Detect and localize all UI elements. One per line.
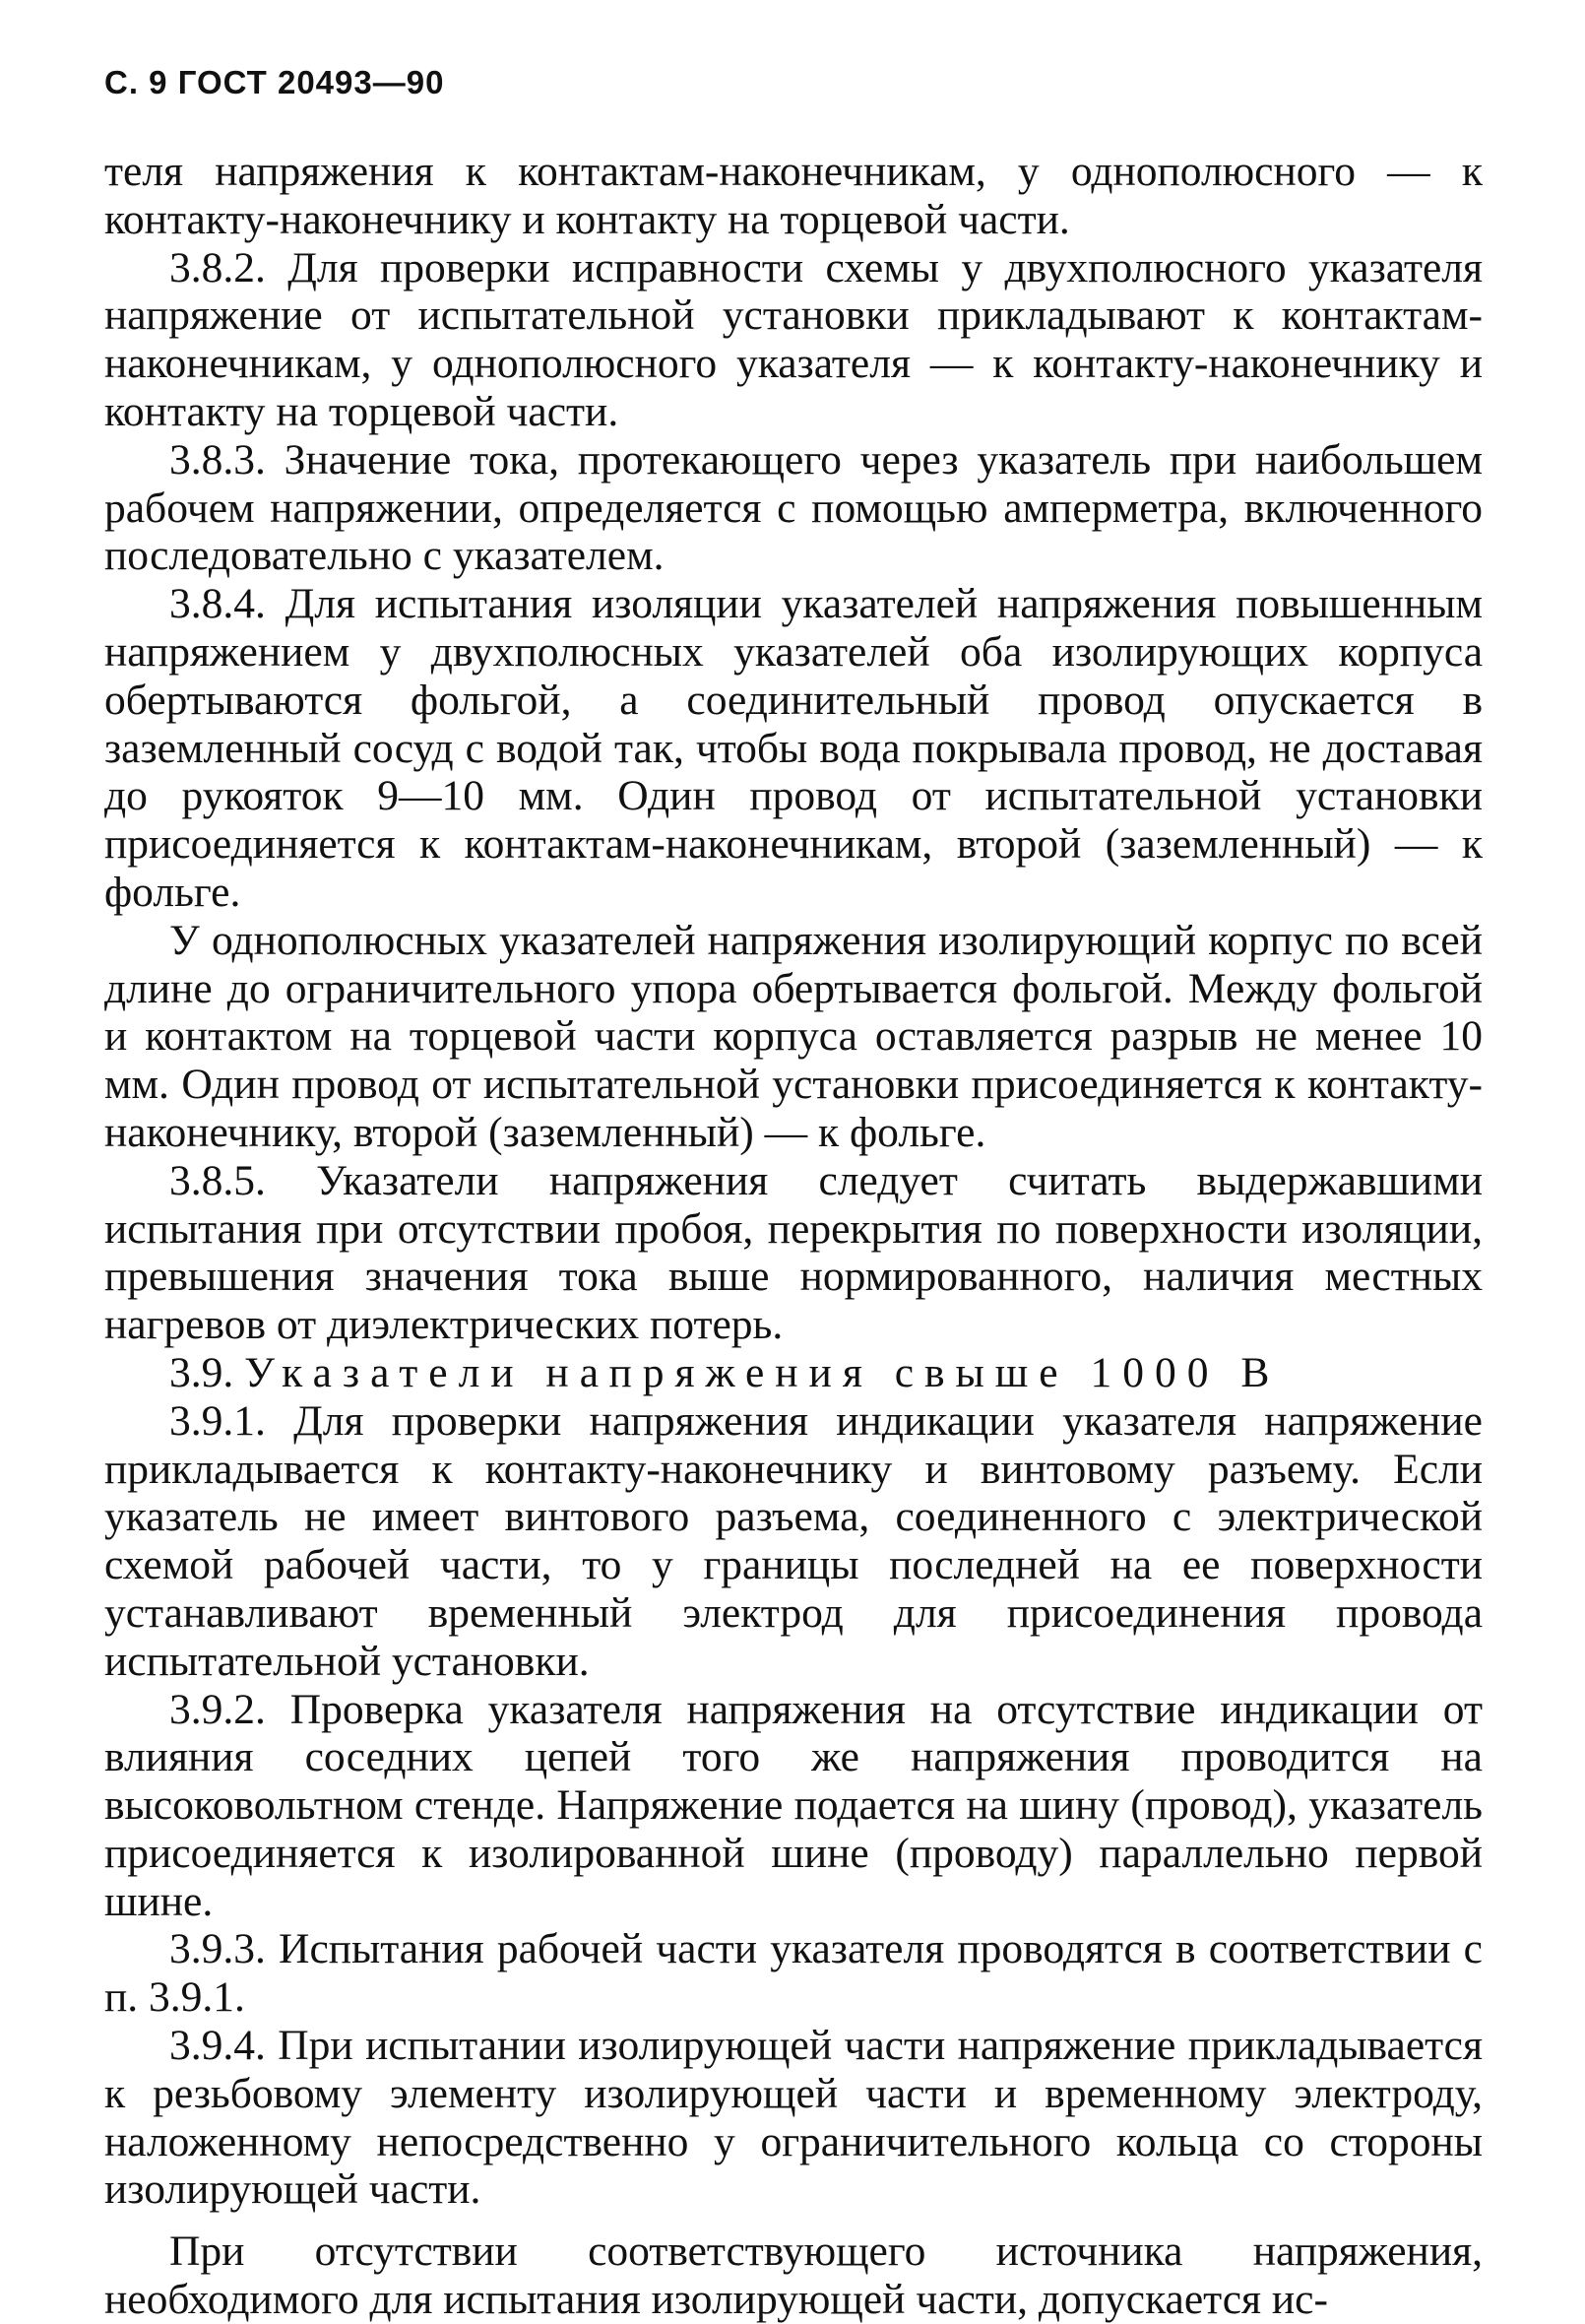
- section-heading-number: 3.9.: [169, 1348, 234, 1396]
- paragraph-unipolar: У однополюсных указателей напряжения изолирующий корпус по всей длине до ограничительного упора обертывается фольгой. Между фольгой и контактом на торцевой части корпуса оставляется разрыв не менее 10 мм. Один провод от испытательной установки присоединяется к контакту-наконечнику, второй (заземленный) — к фольге.: [104, 916, 1483, 1156]
- paragraph-3-8-4: 3.8.4. Для испытания изоляции указателей напряжения повышенным напряжением у двухполюсных указателей оба изолирующих корпуса обертываются фольгой, а соединительный провод опускается в заземленный сосуд с водой так, чтобы вода покрывала провод, не доставая до рукояток 9—10 мм. Один провод от испытательной установки присоединяется к контактам-наконечникам, второй (заземленный) — к фольге.: [104, 580, 1483, 916]
- paragraph-3-9-1: 3.9.1. Для проверки напряжения индикации указателя напряжение прикладывается к контакту-наконечнику и винтовому разъему. Если указатель не имеет винтового разъема, соединенного с электрической схемой рабочей части, то у границы последней на ее поверхности устанавливают временный электрод для присоединения провода испытательной установки.: [104, 1396, 1483, 1685]
- section-heading-3-9: [104, 1349, 1483, 1397]
- paragraph-continuation: теля напряжения к контактам-наконечникам, у однополюсного — к контакту-наконечнику и контакту на торцевой части.: [104, 148, 1483, 243]
- document-page: [104, 59, 1483, 2324]
- paragraph-source-absence: При отсутствии соответствующего источника напряжения, необходимого для испытания изолирующей части, допускается ис-: [104, 2227, 1483, 2324]
- paragraph-3-9-3: 3.9.3. Испытания рабочей части указателя проводятся в соответствии с п. 3.9.1.: [104, 1925, 1483, 2022]
- paragraph-3-9-2: 3.9.2. Проверка указателя напряжения на отсутствие индикации от влияния соседних цепей того же напряжения проводится на высоковольтном стенде. Напряжение подается на шину (провод), указатель присоединяется к изолированной шине (проводу) параллельно первой шине.: [104, 1685, 1483, 1925]
- paragraph-3-8-5: 3.8.5. Указатели напряжения следует считать выдержавшими испытания при отсутствии пробоя, перекрытия по поверхности изоляции, превышения значения тока выше нормированного, наличия местных нагревов от диэлектрических потерь.: [104, 1156, 1483, 1349]
- page-header: С. 9 ГОСТ 20493—90: [104, 64, 445, 100]
- paragraph-3-8-2: 3.8.2. Для проверки исправности схемы у двухполюсного указателя напряжение от испытательной установки прикладывают к контактам-наконечникам, у однополюсного указателя — к контакту-наконечнику и контакту на торцевой части.: [104, 243, 1483, 435]
- paragraph-3-8-3: 3.8.3. Значение тока, протекающего через указатель при наибольшем рабочем напряжении, определяется с помощью амперметра, включенного последовательно с указателем.: [104, 435, 1483, 580]
- paragraph-3-9-4: 3.9.4. При испытании изолирующей части напряжение прикладывается к резьбовому элементу изолирующей части и временному электроду, наложенному непосредственно у ограничительного кольца со стороны изолирующей части.: [104, 2022, 1483, 2214]
- section-heading-title: Указатели напряжения свыше 1000 В: [244, 1348, 1281, 1396]
